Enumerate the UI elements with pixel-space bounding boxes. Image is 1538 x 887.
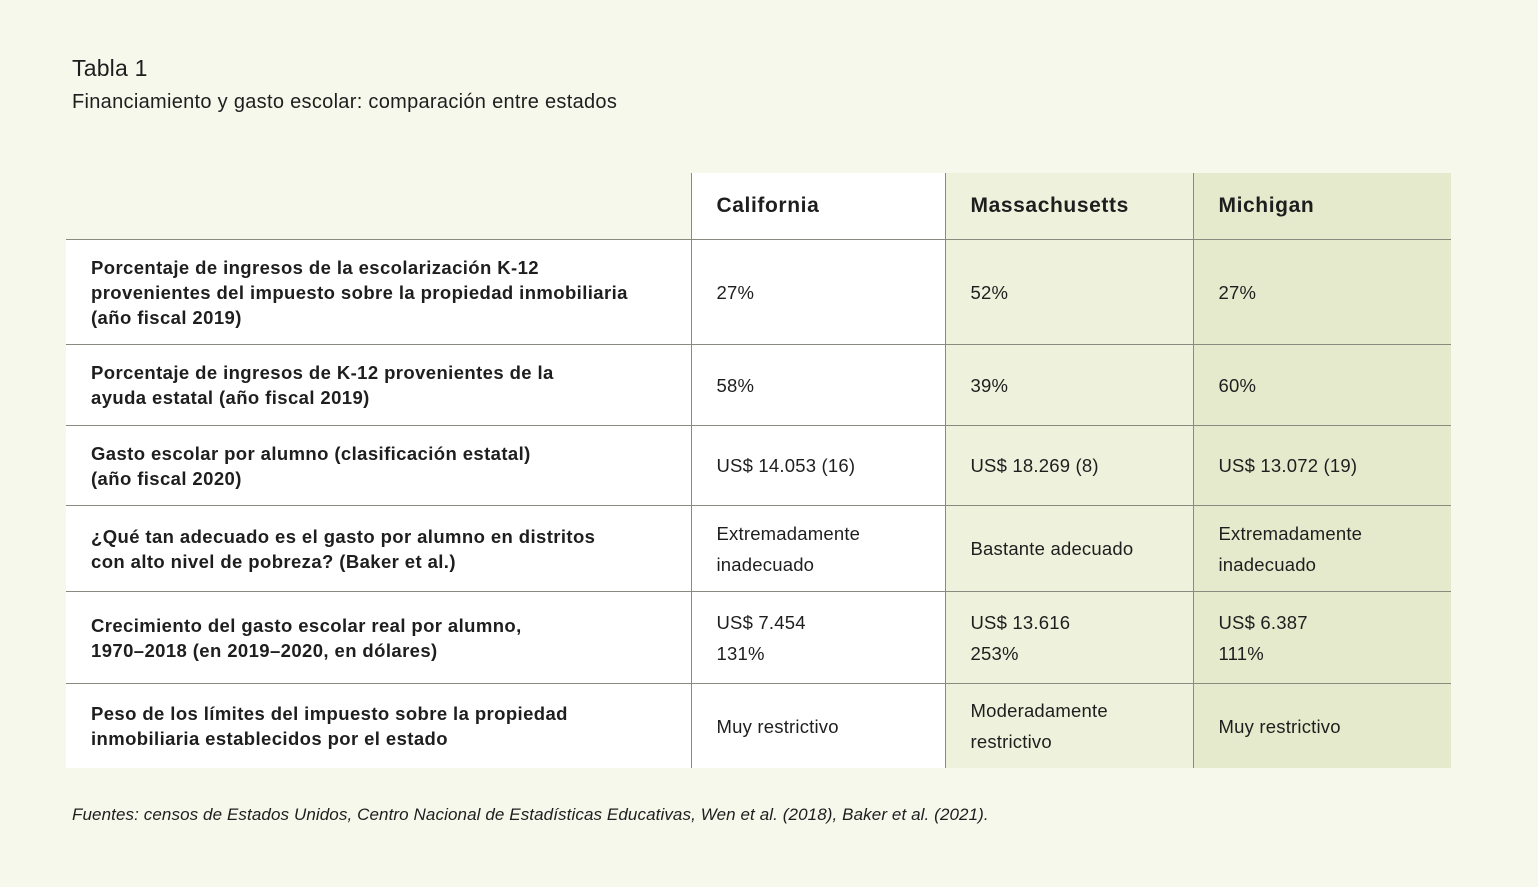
row-label-line: 1970–2018 (en 2019–2020, en dólares) <box>91 639 438 661</box>
cell-value: US$ 14.053 (16) <box>716 455 856 476</box>
cell-value: Muy restrictivo <box>1218 715 1341 737</box>
table-row <box>66 592 1451 684</box>
row-label-line: provenientes del impuesto sobre la propiedad inmobiliaria <box>91 281 628 303</box>
table-header <box>66 173 1451 240</box>
cell-value: Bastante adecuado <box>970 538 1134 559</box>
cell-value: US$ 13.072 (19) <box>1218 455 1358 476</box>
row-label <box>66 592 691 684</box>
row-label-line: (año fiscal 2020) <box>91 467 242 489</box>
row-label-line: (año fiscal 2019) <box>91 306 242 328</box>
row-label-line: Gasto escolar por alumno (clasificación estatal) <box>91 442 531 464</box>
cell-massachusetts <box>945 345 1193 426</box>
cell-michigan <box>1193 684 1451 769</box>
cell-value: 39% <box>970 374 1009 396</box>
table-row <box>66 426 1451 506</box>
row-label <box>66 345 691 426</box>
cell-value: restrictivo <box>970 731 1052 752</box>
row-label <box>66 506 691 592</box>
table-title: Tabla 1 <box>72 55 148 81</box>
comparison-table-container <box>66 173 1451 768</box>
row-label <box>66 426 691 506</box>
cell-value: inadecuado <box>1218 553 1317 575</box>
cell-value: US$ 18.269 (8) <box>970 455 1099 476</box>
cell-value: 27% <box>716 281 755 303</box>
cell-value: US$ 13.616 <box>970 611 1071 633</box>
cell-value: 58% <box>716 374 755 396</box>
table-row <box>66 345 1451 426</box>
row-label-line: Crecimiento del gasto escolar real por alumno, <box>91 614 522 636</box>
row-label-line: inmobiliaria establecidos por el estado <box>91 728 448 749</box>
row-label-line: Porcentaje de ingresos de la escolarización K-12 <box>91 256 539 278</box>
row-label-line: Peso de los límites del impuesto sobre la propiedad <box>91 703 568 724</box>
cell-michigan <box>1193 506 1451 592</box>
header-blank-cell <box>66 173 691 240</box>
cell-california <box>691 426 945 506</box>
cell-value: Extremadamente <box>1218 522 1363 544</box>
cell-california <box>691 345 945 426</box>
header-michigan: Michigan <box>1193 173 1451 240</box>
cell-value: Muy restrictivo <box>716 715 839 737</box>
source-note: Fuentes: censos de Estados Unidos, Centro Nacional de Estadísticas Educativas, Wen et al. (2018), Baker et al. (2021). <box>72 805 989 824</box>
cell-value: 131% <box>716 642 765 664</box>
cell-california <box>691 592 945 684</box>
cell-michigan <box>1193 240 1451 345</box>
cell-value: 253% <box>970 642 1019 664</box>
cell-value: Extremadamente <box>716 522 861 544</box>
row-label-line: Porcentaje de ingresos de K-12 provenientes de la <box>91 362 554 383</box>
table-row <box>66 240 1451 345</box>
cell-value: inadecuado <box>716 553 815 575</box>
table-row <box>66 684 1451 769</box>
header-row <box>66 173 1451 240</box>
cell-value: Moderadamente <box>970 700 1108 721</box>
cell-california <box>691 684 945 769</box>
cell-value: US$ 6.387 <box>1218 611 1308 633</box>
cell-massachusetts <box>945 592 1193 684</box>
header-massachusetts: Massachusetts <box>945 173 1193 240</box>
cell-california <box>691 240 945 345</box>
row-label-line: con alto nivel de pobreza? (Baker et al.) <box>91 550 456 572</box>
cell-value: US$ 7.454 <box>716 611 806 633</box>
cell-michigan <box>1193 345 1451 426</box>
cell-value: 52% <box>970 281 1009 303</box>
cell-massachusetts <box>945 426 1193 506</box>
header-california: California <box>691 173 945 240</box>
cell-massachusetts <box>945 240 1193 345</box>
cell-michigan <box>1193 592 1451 684</box>
cell-massachusetts <box>945 684 1193 769</box>
table-row <box>66 506 1451 592</box>
cell-value: 111% <box>1218 642 1264 664</box>
cell-michigan <box>1193 426 1451 506</box>
row-label <box>66 684 691 769</box>
row-label-line: ¿Qué tan adecuado es el gasto por alumno en distritos <box>91 525 596 547</box>
cell-value: 60% <box>1218 374 1257 396</box>
row-label-line: ayuda estatal (año fiscal 2019) <box>91 387 370 408</box>
cell-value: 27% <box>1218 281 1257 303</box>
cell-massachusetts <box>945 506 1193 592</box>
table-subtitle: Financiamiento y gasto escolar: comparación entre estados <box>72 91 618 113</box>
comparison-table <box>66 173 1451 768</box>
row-label <box>66 240 691 345</box>
table-body <box>66 240 1451 769</box>
cell-california <box>691 506 945 592</box>
